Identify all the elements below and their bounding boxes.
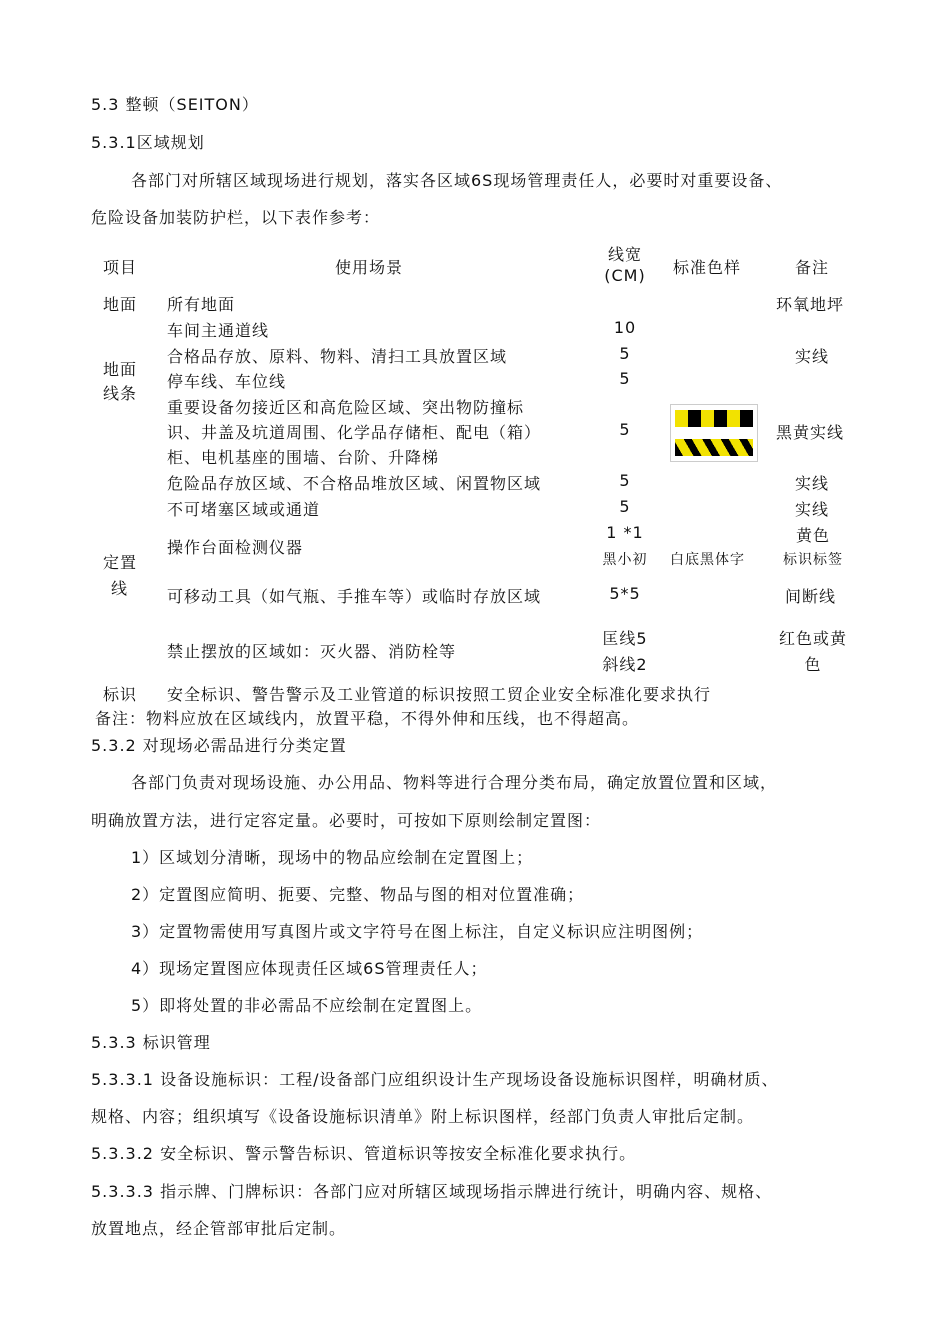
heading-5-3-2: 5.3.2 对现场必需品进行分类定置 <box>91 736 347 755</box>
principle-item: 1）区域划分清晰，现场中的物品应绘制在定置图上； <box>131 848 534 867</box>
row-width-line: 黑小初 <box>602 552 648 568</box>
row-note: 实线 <box>795 347 830 366</box>
para-5-3-2-line-1: 各部门负责对现场设施、办公用品、物料等进行合理分类布局，确定放置位置和区域， <box>131 773 778 792</box>
header-item: 项目 <box>103 258 138 277</box>
row-width: 10 <box>613 318 637 337</box>
row-scene-line: 重要设备勿接近区和高危险区域、突出物防撞标 <box>167 398 525 417</box>
row-note-line: 标识标签 <box>783 552 843 568</box>
row-item-sign: 标识 <box>103 685 138 704</box>
row-item-floor-lines-1: 地面 <box>103 360 138 379</box>
row-item-position-line-1: 定置 <box>103 553 138 572</box>
row-scene-line: 柜、电机基座的围墙、台阶、升降梯 <box>167 448 440 467</box>
row-note: 实线 <box>795 500 830 519</box>
header-width-2: (CM) <box>604 266 646 285</box>
row-width: 5 <box>619 471 631 490</box>
row-item-floor: 地面 <box>103 295 138 314</box>
row-width: 5 <box>619 344 631 363</box>
row-scene: 危险品存放区域、不合格品堆放区域、闲置物区域 <box>167 474 542 493</box>
row-width: 5 <box>619 420 631 439</box>
row-scene: 车间主通道线 <box>167 321 270 340</box>
row-note: 实线 <box>795 474 830 493</box>
para-5-3-2-line-2: 明确放置方法，进行定容定量。必要时，可按如下原则绘制定置图： <box>91 811 602 830</box>
principle-item: 2）定置图应简明、扼要、完整、物品与图的相对位置准确； <box>131 885 585 904</box>
heading-5-3-3: 5.3.3 标识管理 <box>91 1033 211 1052</box>
principle-item: 3）定置物需使用写真图片或文字符号在图上标注，自定义标识应注明图例； <box>131 922 704 941</box>
row-color: 白底黑体字 <box>670 552 745 568</box>
row-item-floor-lines-2: 线条 <box>103 384 138 403</box>
row-scene: 操作台面检测仪器 <box>167 538 304 557</box>
black-yellow-stripe-icon <box>670 404 758 462</box>
para-5-3-3-2: 5.3.3.2 安全标识、警示警告标识、管道标识等按安全标准化要求执行。 <box>91 1144 637 1163</box>
row-scene: 可移动工具（如气瓶、手推车等）或临时存放区域 <box>167 587 542 606</box>
header-scene: 使用场景 <box>335 258 404 277</box>
heading-5-3: 5.3 整顿（SEITON） <box>91 95 259 114</box>
para-5-3-3-1-line-2: 规格、内容；组织填写《设备设施标识清单》附上标识图样，经部门负责人审批后定制。 <box>91 1107 755 1126</box>
header-note: 备注 <box>795 258 830 277</box>
row-scene: 停车线、车位线 <box>167 372 287 391</box>
stripe-diagonal <box>675 439 753 456</box>
header-color: 标准色样 <box>673 258 742 277</box>
stripe-solid <box>675 410 753 427</box>
row-note-line: 黄色 <box>795 526 830 545</box>
row-note-line: 色 <box>804 655 822 674</box>
row-scene: 不可堵塞区域或通道 <box>167 500 321 519</box>
row-width-line: 斜线2 <box>602 655 648 674</box>
row-width-line: 匡线5 <box>602 629 648 648</box>
para-5-3-3-1-line-1: 5.3.3.1 设备设施标识：工程/设备部门应组织设计生产现场设备设施标识图样，明确材质、 <box>91 1070 779 1089</box>
row-width: 5*5 <box>609 584 641 603</box>
row-width: 5 <box>619 497 631 516</box>
row-scene: 安全标识、警告警示及工业管道的标识按照工贸企业安全标准化要求执行 <box>167 685 712 704</box>
row-scene: 合格品存放、原料、物料、清扫工具放置区域 <box>167 347 508 366</box>
principle-item: 5）即将处置的非必需品不应绘制在定置图上。 <box>131 996 483 1015</box>
intro-line-2: 危险设备加装防护栏，以下表作参考： <box>91 208 381 227</box>
row-width: 5 <box>619 369 631 388</box>
para-5-3-3-3-line-1: 5.3.3.3 指示牌、门牌标识：各部门应对所辖区域现场指示牌进行统计，明确内容、规格、 <box>91 1182 773 1201</box>
row-scene-line: 识、井盖及坑道周围、化学品存储柜、配电（箱） <box>167 423 542 442</box>
row-note: 黑黄实线 <box>776 423 845 442</box>
row-scene: 所有地面 <box>167 295 236 314</box>
row-item-position-line-2: 线 <box>111 579 129 598</box>
row-note-line: 红色或黄 <box>778 629 847 648</box>
principle-item: 4）现场定置图应体现责任区域6S管理责任人； <box>131 959 488 978</box>
row-scene: 禁止摆放的区域如：灭火器、消防栓等 <box>167 642 457 661</box>
row-note: 环氧地坪 <box>776 295 845 314</box>
intro-line-1: 各部门对所辖区域现场进行规划，落实各区域6S现场管理责任人，必要时对重要设备、 <box>131 171 783 190</box>
header-width-1: 线宽 <box>607 245 642 264</box>
heading-5-3-1: 5.3.1区域规划 <box>91 133 205 152</box>
para-5-3-3-3-line-2: 放置地点，经企管部审批后定制。 <box>91 1219 347 1238</box>
row-note: 间断线 <box>785 587 837 606</box>
row-width-line: 1 *1 <box>606 523 644 542</box>
table-note: 备注：物料应放在区域线内，放置平稳，不得外伸和压线，也不得超高。 <box>95 709 640 728</box>
